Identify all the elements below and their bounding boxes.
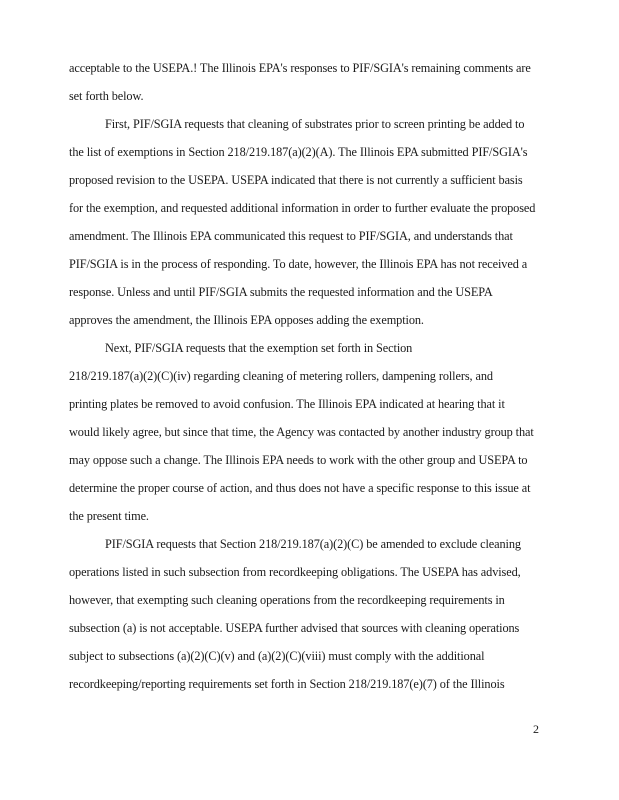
body-text-line: operations listed in such subsection from recordkeeping obligations. The USEPA has advised,	[69, 565, 521, 579]
body-text-line: PIF/SGIA is in the process of responding. To date, however, the Illinois EPA has not received a	[69, 257, 528, 271]
body-text-line: subject to subsections (a)(2)(C)(v) and (a)(2)(C)(viii) must comply with the additional	[69, 649, 485, 663]
body-text-line: however, that exempting such cleaning operations from the recordkeeping requirements in	[69, 593, 505, 607]
body-text-line: set forth below.	[69, 89, 144, 103]
body-text-line: determine the proper course of action, and thus does not have a specific response to this issue at	[69, 481, 531, 495]
body-text-line: the list of exemptions in Section 218/219.187(a)(2)(A). The Illinois EPA submitted PIF/SGIA's	[69, 145, 528, 159]
body-text-line: subsection (a) is not acceptable. USEPA further advised that sources with cleaning operations	[69, 621, 520, 635]
body-text-line: the present time.	[69, 509, 149, 523]
body-text-line: approves the amendment, the Illinois EPA opposes adding the exemption.	[69, 313, 424, 327]
body-text-line: for the exemption, and requested additional information in order to further evaluate the proposed	[69, 201, 536, 215]
paragraph-first-line: Next, PIF/SGIA requests that the exemption set forth in Section	[105, 341, 413, 355]
paragraph-first-line: PIF/SGIA requests that Section 218/219.187(a)(2)(C) be amended to exclude cleaning	[105, 537, 521, 551]
body-text-line: acceptable to the USEPA.! The Illinois EPA's responses to PIF/SGIA's remaining comments are	[69, 61, 531, 75]
body-text-line: may oppose such a change. The Illinois EPA needs to work with the other group and USEPA to	[69, 453, 528, 467]
body-text-line: proposed revision to the USEPA. USEPA indicated that there is not currently a sufficient basis	[69, 173, 523, 187]
body-text-line: would likely agree, but since that time, the Agency was contacted by another industry group that	[69, 425, 534, 439]
body-text-line: recordkeeping/reporting requirements set forth in Section 218/219.187(e)(7) of the Illinois	[69, 677, 505, 691]
page-number: 2	[533, 722, 539, 736]
body-text-line: printing plates be removed to avoid confusion. The Illinois EPA indicated at hearing that it	[69, 397, 505, 411]
paragraph-first-line: First, PIF/SGIA requests that cleaning of substrates prior to screen printing be added to	[105, 117, 525, 131]
body-text-line: 218/219.187(a)(2)(C)(iv) regarding cleaning of metering rollers, dampening rollers, and	[69, 369, 493, 383]
body-text-line: amendment. The Illinois EPA communicated this request to PIF/SGIA, and understands that	[69, 229, 513, 243]
body-text-line: response. Unless and until PIF/SGIA submits the requested information and the USEPA	[69, 285, 493, 299]
